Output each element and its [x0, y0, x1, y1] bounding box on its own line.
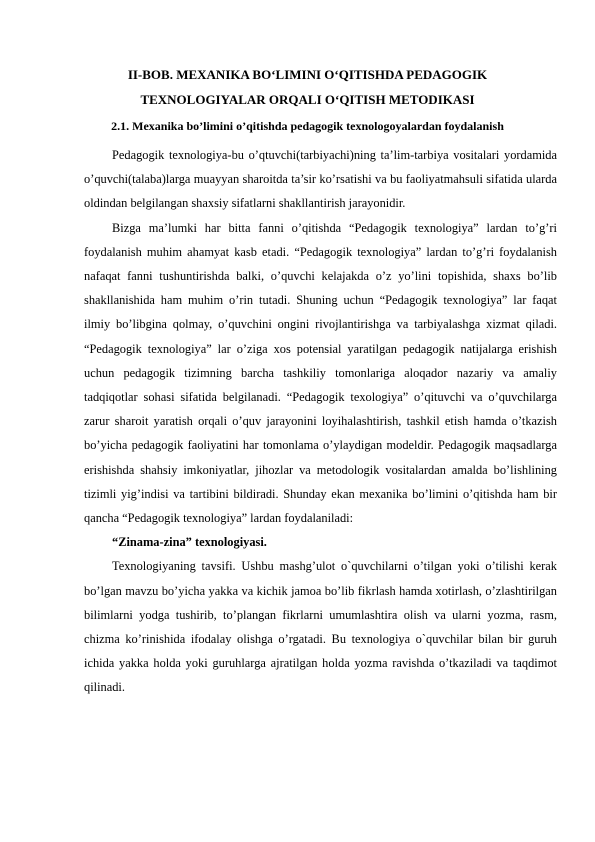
chapter-title [60, 62, 555, 112]
chapter-title-line-1: II-BOB. MEXANIKA BO‘LIMINI O‘QITISHDA PEDAGOGIK [127, 67, 488, 82]
section-title: 2.1. Mexanika bo’limini o’qitishda pedagogik texnologoyalardan foydalanish [111, 119, 504, 133]
paragraph-definition: Pedagogik texnologiya-bu o’qtuvchi(tarbiyachi)ning ta’lim-tarbiya vositalari yordamida o’quvchi(talaba)larga muayyan sharoitda ta’sir ko’rsatishi va bu faoliyatmahsuli sifatida ularda oldindan belgilangan shaxsiy sifatlarni shakllantirish jarayonidir. [84, 148, 557, 211]
body-text [84, 143, 557, 700]
paragraph-importance: Bizga ma’lumki har bitta fanni o’qitishda “Pedagogik texnologiya” lardan to’g’ri foydalanish muhim ahamyat kasb etadi. “Pedagogik texnologiya” lardan to’g’ri foydalanish nafaqat fanni tushuntirishda balki, o’quvchi kelajakda o’z yo’lini topishida, shaxs bo’lib shakllanishida ham muhim o’rin tutadi. Shuning uchun “Pedagogik texnologiya” lar faqat ilmiy bo’libgina qolmay, o’quvchini ongini rivojlantirishga va tarbiyalashga xizmat qiladi. “Pedagogik texnologiya” lar o’ziga xos potensial yaratilgan pedagogik natijalarga erishish uchun pedagogik tizimning barcha tashkiliy tomonlariga aloqador nazariy va amaliy tadqiqotlar sohasi sifatida belgilanadi. “Pedagogik texologiya” o’qituvchi va o’quvchilarga zarur sharoit yaratish orqali o’quv jarayonini loyihalashtirish, tashkil etish hamda o’tkazish bo’yicha pedagogik faoliyatini har tomonlama o’ylaydigan modeldir. Pedagogik maqsadlarga erishishda shahsiy imkoniyatlar, jihozlar va metodologik vositalardan amalda bo’lishlining tizimli yig’indisi va tartibini bildiradi. Shunday ekan mexanika bo’limini o’qitishda ham bir qancha “Pedagogik texnologiya” lardan foydalaniladi: [84, 220, 557, 526]
paragraph-technology-description: Texnologiyaning tavsifi. Ushbu mashg’ulot o`quvchilarni o’tilgan yoki o’tilishi kerak bo’lgan mavzu bo’yicha yakka va kichik jamoa bo’lib fikrlash hamda xotirlash, o’zlashtirilgan bilimlarni yodga tushirib, to’plangan fikrlarni umumlashtira olish va ularni yozma, rasm, chizma ko’rinishida ifodalay olishga o’rgatadi. Bu texnologiya o`quvchilar bilan bir guruh ichida yakka holda yoki guruhlarga ajratilgan holda yozma ravishda o’tkaziladi va taqdimot qilinadi. [84, 559, 557, 695]
subheading-technology: “Zinama-zina” texnologiyasi. [112, 535, 267, 550]
chapter-title-line-2: TEXNOLOGIYALAR ORQALI O‘QITISH METODIKASI [140, 92, 475, 107]
